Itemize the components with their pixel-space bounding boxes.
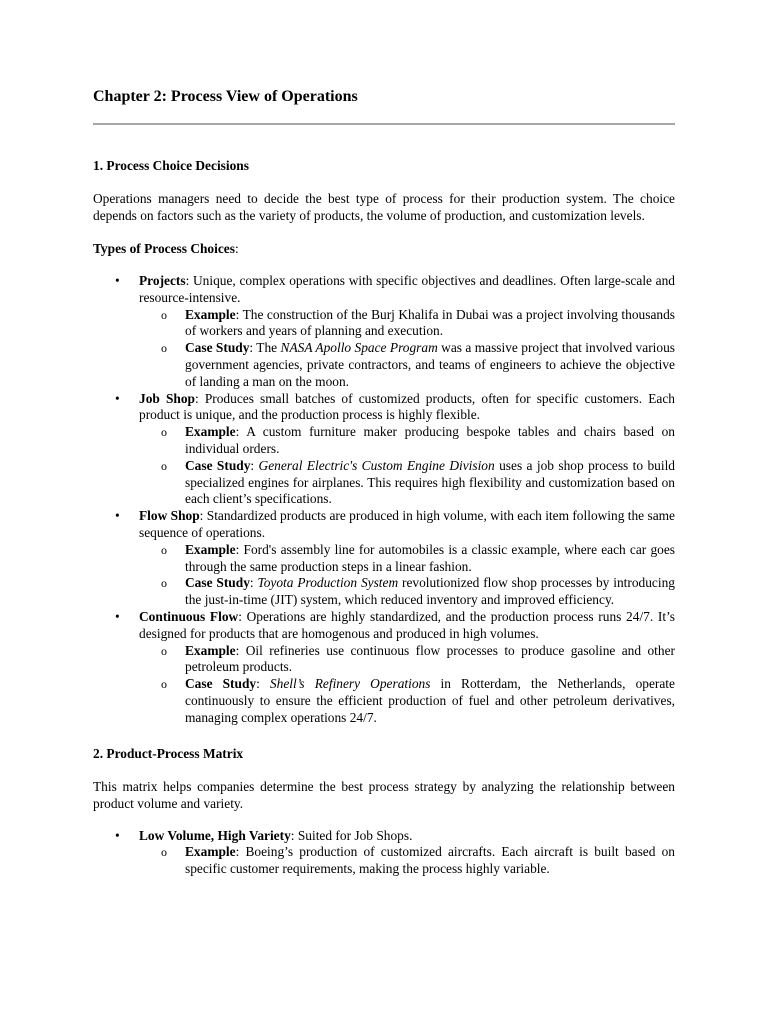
sub-item-example bbox=[139, 844, 675, 878]
circle-bullet-icon: o bbox=[161, 458, 167, 473]
list-item-job-shop bbox=[93, 391, 675, 509]
sub-item-case-study bbox=[139, 340, 675, 390]
bullet-icon: • bbox=[115, 508, 120, 524]
case-study-label: Case Study bbox=[185, 457, 251, 473]
sub-list bbox=[139, 307, 675, 391]
case-study-name: Shell’s Refinery Operations bbox=[269, 676, 431, 692]
case-study-label: Case Study bbox=[185, 575, 250, 591]
item-desc: : Standardized products are produced in high volume, with each item following the same sequence of operations. bbox=[139, 508, 675, 540]
types-heading bbox=[93, 240, 675, 257]
bullet-icon: • bbox=[115, 827, 120, 843]
sub-list bbox=[139, 643, 675, 727]
item-desc: : Unique, complex operations with specific objectives and deadlines. Often large-scale and resource-intensive. bbox=[139, 273, 675, 305]
example-text: : Oil refineries use continuous flow processes to produce gasoline and other petroleum products. bbox=[185, 642, 675, 675]
example-label: Example bbox=[185, 306, 236, 322]
case-study-post: in Rotterdam, the Netherlands, operate continuously to ensure the efficient production of fuel and other petroleum derivatives, managing complex operations 24/7. bbox=[185, 676, 675, 725]
item-desc: : Operations are highly standardized, and the production process runs 24/7. It’s designed for products that are homogenous and produced in high volumes. bbox=[139, 608, 675, 641]
title-divider bbox=[93, 123, 675, 125]
bullet-icon: • bbox=[115, 273, 120, 288]
item-term: Flow Shop bbox=[139, 508, 200, 524]
types-colon: : bbox=[234, 241, 239, 256]
types-label: Types of Process Choices bbox=[93, 241, 235, 256]
case-study-pre: : bbox=[250, 457, 259, 473]
section-2-intro: This matrix helps companies determine the best process strategy by analyzing the relationship between product volume and variety. bbox=[93, 778, 675, 811]
example-text: : Boeing’s production of customized aircrafts. Each aircraft is built based on specific customer requirements, making the process highly variable. bbox=[185, 844, 675, 877]
sub-item-example bbox=[139, 542, 675, 576]
case-study-pre: : bbox=[256, 676, 270, 692]
case-study-name: General Electric's Custom Engine Division bbox=[258, 457, 495, 473]
sub-item-example bbox=[139, 307, 675, 341]
case-study-label: Case Study bbox=[185, 676, 257, 692]
circle-bullet-icon: o bbox=[161, 307, 167, 322]
document-page bbox=[93, 86, 675, 878]
sub-item-case-study bbox=[139, 575, 675, 609]
list-item-projects bbox=[93, 273, 675, 391]
sub-list bbox=[139, 542, 675, 609]
sub-item-case-study bbox=[139, 458, 675, 508]
circle-bullet-icon: o bbox=[161, 643, 167, 658]
list-item-flow-shop bbox=[93, 508, 675, 609]
sub-list bbox=[139, 844, 675, 878]
circle-bullet-icon: o bbox=[161, 542, 167, 557]
case-study-post: uses a job shop process to build specialized engines for airplanes. This requires high flexibility and customization based on each client’s specifications. bbox=[185, 457, 675, 507]
circle-bullet-icon: o bbox=[161, 845, 167, 860]
matrix-list bbox=[93, 828, 675, 878]
circle-bullet-icon: o bbox=[161, 677, 167, 692]
example-label: Example bbox=[185, 424, 236, 440]
item-term: Job Shop bbox=[139, 390, 195, 406]
section-2-heading: 2. Product-Process Matrix bbox=[93, 745, 244, 761]
item-term: Continuous Flow bbox=[139, 608, 239, 624]
case-study-label: Case Study bbox=[185, 340, 250, 356]
example-text: : A custom furniture maker producing bespoke tables and chairs based on individual orders. bbox=[185, 424, 675, 456]
case-study-name: NASA Apollo Space Program bbox=[280, 340, 438, 356]
item-desc: : Produces small batches of customized products, often for specific customers. Each product is unique, and the production process is highly flexible. bbox=[139, 390, 675, 423]
case-study-post: was a massive project that involved various government agencies, private contractors, and teams of engineers to achieve the objective of landing a man on the moon. bbox=[185, 340, 675, 389]
case-study-name: Toyota Production System bbox=[257, 575, 399, 591]
sub-list bbox=[139, 424, 675, 508]
chapter-title: Chapter 2: Process View of Operations bbox=[93, 88, 358, 105]
circle-bullet-icon: o bbox=[161, 341, 167, 356]
example-label: Example bbox=[185, 642, 236, 658]
list-item-continuous-flow bbox=[93, 609, 675, 727]
sub-item-example bbox=[139, 643, 675, 677]
case-study-pre: : The bbox=[249, 340, 281, 356]
sub-item-example bbox=[139, 424, 675, 458]
case-study-post: revolutionized flow shop processes by introducing the just-in-time (JIT) system, which reduced inventory and improved efficiency. bbox=[185, 575, 675, 608]
example-text: : The construction of the Burj Khalifa in Dubai was a project involving thousands of workers and years of planning and execution. bbox=[185, 306, 675, 339]
item-desc: : Suited for Job Shops. bbox=[290, 827, 413, 843]
circle-bullet-icon: o bbox=[161, 576, 167, 591]
sub-item-case-study bbox=[139, 676, 675, 726]
process-choice-list bbox=[93, 273, 675, 727]
bullet-icon: • bbox=[115, 390, 120, 406]
example-label: Example bbox=[185, 541, 236, 557]
section-1-intro: Operations managers need to decide the best type of process for their production system. The choice depends on factors such as the variety of products, the volume of production, and customization levels. bbox=[93, 191, 675, 223]
example-text: : Ford's assembly line for automobiles is a classic example, where each car goes through the same production steps in a linear fashion. bbox=[185, 541, 675, 574]
example-label: Example bbox=[185, 844, 236, 860]
item-term: Projects bbox=[139, 273, 186, 288]
section-1-heading: 1. Process Choice Decisions bbox=[93, 158, 249, 173]
circle-bullet-icon: o bbox=[161, 425, 167, 440]
item-term: Low Volume, High Variety bbox=[139, 827, 291, 843]
list-item-low-volume-high-variety bbox=[93, 828, 675, 878]
bullet-icon: • bbox=[115, 608, 120, 624]
case-study-pre: : bbox=[249, 575, 258, 591]
